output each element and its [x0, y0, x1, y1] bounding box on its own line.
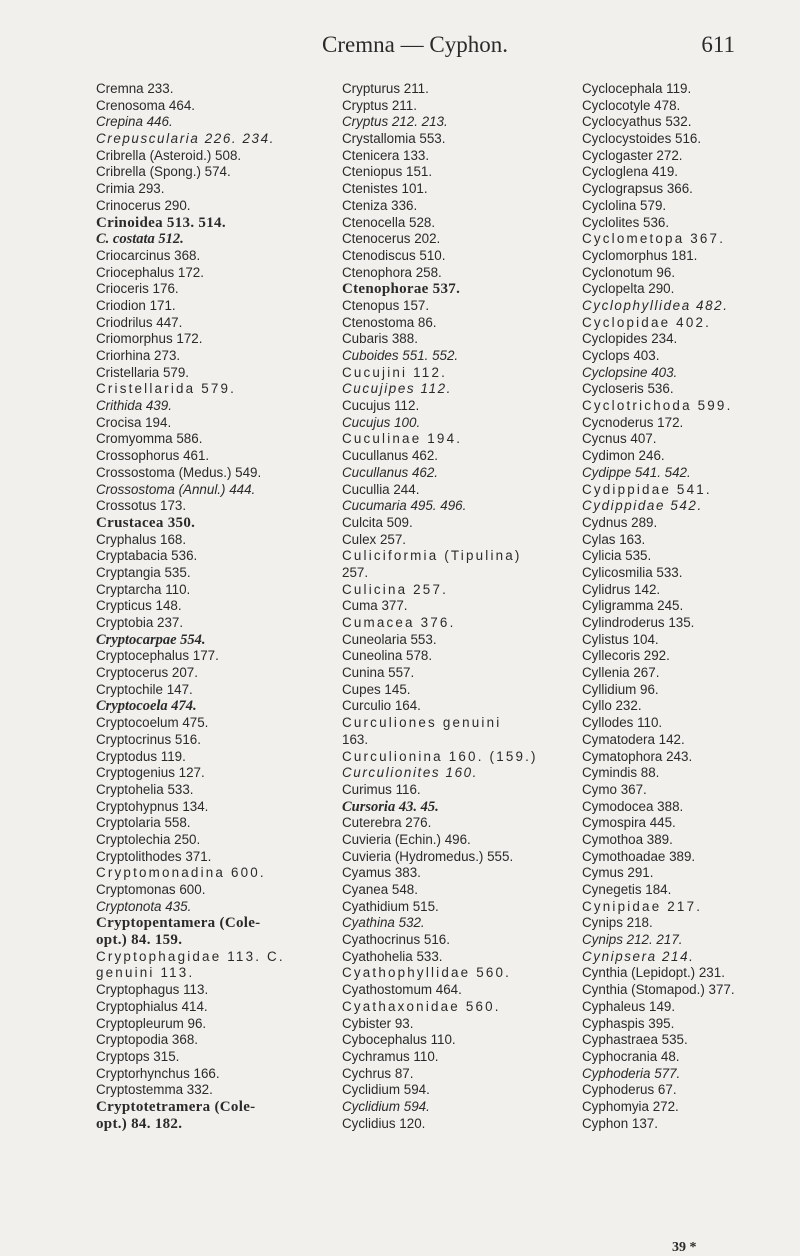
index-entry: Ctenophora 258.: [342, 264, 442, 280]
index-entry: Cybocephalus 110.: [342, 1032, 456, 1048]
index-entry: Cyathohelia 533.: [342, 948, 443, 964]
index-entry: Cryptocoela 474.: [96, 698, 197, 715]
index-entry: Cumacea 376.: [342, 615, 456, 630]
index-entry: Cyclops 403.: [582, 348, 660, 363]
index-entry: Cyphoderus 67.: [582, 1082, 677, 1098]
index-entry: Cristellarida 579.: [96, 381, 237, 397]
index-column-2: [342, 81, 587, 1132]
index-entry: genuini 113.: [96, 965, 195, 981]
index-entry: Cylindroderus 135.: [582, 615, 695, 630]
index-entry: Cryptocephalus 177.: [96, 648, 219, 664]
index-entry: Curculio 164.: [342, 698, 421, 714]
index-entry: Cynipidae 217.: [582, 898, 703, 914]
index-entry: Cuboides 551. 552.: [342, 348, 459, 363]
index-entry: 163.: [342, 731, 369, 747]
index-entry: Cyphoderia 577.: [582, 1065, 681, 1081]
index-entry: Cteniopus 151.: [342, 164, 433, 180]
index-entry: Cryptobia 237.: [96, 615, 184, 630]
index-entry: Culiciformia (Tipulina): [342, 548, 522, 564]
index-entry: Cyclophyllidea 482.: [582, 297, 729, 313]
index-entry: Cyclocyathus 532.: [582, 114, 692, 130]
index-entry: Cryptophialus 414.: [96, 998, 208, 1014]
index-entry: Criorhina 273.: [96, 348, 181, 363]
index-entry: Crioceris 176.: [96, 281, 179, 297]
index-entry: Cyclopides 234.: [582, 331, 678, 347]
index-entry: Cyligramma 245.: [582, 598, 684, 614]
index-entry: 257.: [342, 564, 369, 580]
index-entry: Cydippidae 542.: [582, 498, 703, 514]
index-entry: Cyathidium 515.: [342, 898, 439, 914]
index-entry: Ctenostoma 86.: [342, 314, 437, 330]
index-entry: Cteniza 336.: [342, 197, 418, 213]
index-entry: Cyamus 383.: [342, 865, 421, 881]
index-entry: Cryptophagus 113.: [96, 982, 209, 998]
index-entry: Crepina 446.: [96, 114, 173, 130]
index-entry: Cycloglena 419.: [582, 164, 679, 180]
index-entry: Cryptolaria 558.: [96, 815, 191, 831]
index-entry: Culcita 509.: [342, 514, 413, 530]
index-entry: Cynipsera 214.: [582, 948, 695, 964]
index-entry: C. costata 512.: [96, 231, 184, 248]
index-entry: Cymindis 88.: [582, 765, 660, 781]
index-entry: Cyclidius 120.: [342, 1115, 426, 1131]
index-entry: Cuculinae 194.: [342, 431, 463, 447]
index-entry: Crossotus 173.: [96, 498, 187, 514]
index-entry: Cycnus 407.: [582, 431, 657, 447]
index-entry: Cryptopleurum 96.: [96, 1015, 207, 1031]
index-entry: Cydippidae 541.: [582, 481, 712, 497]
index-entry: Crypturus 211.: [342, 81, 429, 96]
index-entry: Ctenopus 157.: [342, 297, 430, 313]
index-entry: Cuterebra 276.: [342, 815, 432, 831]
index-entry: Cryptomonas 600.: [96, 882, 206, 897]
index-entry: Cremna 233.: [96, 81, 174, 96]
index-entry: Cucumaria 495. 496.: [342, 498, 467, 514]
index-entry: Cupes 145.: [342, 681, 411, 697]
signature-mark: 39 *: [672, 1240, 697, 1255]
index-entry: Cymo 367.: [582, 781, 647, 797]
index-entry: Culex 257.: [342, 531, 407, 547]
index-entry: Cyllo 232.: [582, 698, 642, 714]
index-entry: Cryptolithodes 371.: [96, 848, 212, 864]
index-entry: Cyphaleus 149.: [582, 998, 676, 1014]
index-entry: Cucujipes 112.: [342, 381, 452, 397]
index-entry: Cryphalus 168.: [96, 531, 187, 547]
running-header: [95, 30, 735, 60]
index-entry: Cyclopelta 290.: [582, 281, 675, 297]
index-entry: Cryptogenius 127.: [96, 765, 205, 781]
index-entry: Cymatodera 142.: [582, 731, 685, 747]
page-number: 611: [701, 32, 735, 57]
index-entry: Cryptopentamera (Cole-: [96, 915, 261, 932]
index-entry: Cyclolites 536.: [582, 214, 670, 230]
index-entry: Crimia 293.: [96, 181, 165, 197]
index-entry: Cyclopsine 403.: [582, 364, 678, 380]
index-entry: Cucujus 100.: [342, 414, 421, 430]
index-entry: Cycnoderus 172.: [582, 414, 684, 430]
index-entry: Crithida 439.: [96, 398, 172, 414]
index-entry: Cryptocoelum 475.: [96, 715, 209, 731]
index-entry: Cucullia 244.: [342, 481, 420, 497]
index-entry: Crinocerus 290.: [96, 197, 191, 213]
index-entry: Cylas 163.: [582, 531, 646, 547]
index-entry: Cylistus 104.: [582, 631, 659, 647]
index-entry: Ctenicera 133.: [342, 147, 430, 163]
index-entry: Cyllecoris 292.: [582, 648, 670, 664]
index-entry: Cryptabacia 536.: [96, 548, 198, 564]
index-entry: Cristellaria 579.: [96, 364, 190, 380]
index-entry: Cribrella (Asteroid.) 508.: [96, 147, 242, 163]
index-entry: Cucujus 112.: [342, 398, 420, 414]
index-entry: Cyllenia 267.: [582, 665, 660, 681]
index-entry: Cyclopidae 402.: [582, 314, 712, 330]
index-entry: Ctenocerus 202.: [342, 231, 441, 247]
index-entry: Cryptophagidae 113. C.: [96, 948, 285, 964]
index-entry: Crinoidea 513. 514.: [96, 214, 226, 231]
index-entry: Cyclograpsus 366.: [582, 181, 693, 197]
index-entry: Cymospira 445.: [582, 815, 676, 831]
index-column-1: [96, 81, 341, 1132]
index-entry: Cuneolaria 553.: [342, 631, 437, 647]
index-entry: Crossostoma (Medus.) 549.: [96, 464, 262, 480]
index-entry: Criodion 171.: [96, 297, 176, 313]
page-title: Cremna — Cyphon.: [322, 32, 508, 57]
index-entry: Cynips 212. 217.: [582, 932, 683, 948]
index-entry: Cyclotrichoda 599.: [582, 398, 733, 414]
index-entry: Ctenodiscus 510.: [342, 247, 446, 263]
index-entry: Crepuscularia 226. 234.: [96, 131, 275, 147]
index-entry: Cucullanus 462.: [342, 448, 439, 464]
index-entry: Cryptocarpae 554.: [96, 631, 206, 648]
index-entry: Cyclolina 579.: [582, 197, 667, 213]
index-entry: Curculionites 160.: [342, 765, 478, 781]
index-entry: Cyphomyia 272.: [582, 1098, 679, 1114]
index-entry: Cymodocea 388.: [582, 798, 684, 814]
index-entry: Curculionina 160. (159.): [342, 748, 538, 764]
index-entry: Cryptonota 435.: [96, 898, 192, 914]
index-entry: Cyathina 532.: [342, 915, 425, 931]
index-entry: Crustacea 350.: [96, 514, 196, 531]
index-entry: Cynips 218.: [582, 915, 653, 931]
index-entry: Cryptochile 147.: [96, 681, 193, 697]
index-entry: Criomorphus 172.: [96, 331, 203, 347]
index-entry: Cribrella (Spong.) 574.: [96, 164, 231, 180]
index-column-3: [582, 81, 787, 1132]
index-entry: Cryptops 315.: [96, 1048, 180, 1064]
index-entry: Cychramus 110.: [342, 1048, 439, 1064]
index-entry: Cunina 557.: [342, 665, 415, 681]
index-entry: Cymus 291.: [582, 865, 654, 881]
index-entry: Cryptangia 535.: [96, 564, 191, 580]
index-entry: Cyathaxonidae 560.: [342, 998, 501, 1014]
index-entry: Cylidrus 142.: [582, 581, 661, 597]
index-entry: opt.) 84. 159.: [96, 932, 183, 949]
index-entry: Cyphastraea 535.: [582, 1032, 688, 1048]
index-entry: Cryptus 212. 213.: [342, 114, 448, 130]
index-entry: Cuneolina 578.: [342, 648, 433, 664]
index-entry: Crocisa 194.: [96, 414, 172, 430]
index-entry: Cymothoadae 389.: [582, 848, 696, 864]
index-entry: opt.) 84. 182.: [96, 1115, 183, 1132]
index-entry: Crossostoma (Annul.) 444.: [96, 481, 256, 497]
index-entry: Cyllodes 110.: [582, 715, 663, 731]
index-entry: Cyclometopa 367.: [582, 231, 726, 247]
index-entry: Cuvieria (Hydromedus.) 555.: [342, 848, 514, 864]
index-entry: Crypticus 148.: [96, 598, 182, 614]
index-entry: Cyclonotum 96.: [582, 264, 676, 280]
index-entry: Cyathophyllidae 560.: [342, 965, 512, 981]
index-entry: Curimus 116.: [342, 781, 421, 797]
index-entry: Cynthia (Stomapod.) 377.: [582, 982, 735, 998]
index-entry: Cubaris 388.: [342, 331, 418, 347]
index-entry: Cryptopodia 368.: [96, 1032, 198, 1048]
index-entry: Cycloseris 536.: [582, 381, 674, 397]
index-entry: Cryptostemma 332.: [96, 1082, 213, 1098]
index-entry: Cryptocerus 207.: [96, 665, 198, 681]
index-entry: Cryptohypnus 134.: [96, 798, 209, 814]
index-entry: Cryptocrinus 516.: [96, 731, 201, 747]
index-entry: Cyclogaster 272.: [582, 147, 683, 163]
index-entry: Cymatophora 243.: [582, 748, 693, 764]
index-entry: Cryptus 211.: [342, 97, 417, 113]
index-entry: Ctenophorae 537.: [342, 281, 461, 298]
index-entry: Cromyomma 586.: [96, 431, 203, 447]
index-entry: Cymothoa 389.: [582, 831, 673, 847]
index-entry: Cyclidium 594.: [342, 1082, 430, 1098]
index-entry: Culicina 257.: [342, 581, 449, 597]
index-entry: Crystallomia 553.: [342, 131, 446, 147]
index-entry: Cybister 93.: [342, 1015, 414, 1031]
index-entry: Cydimon 246.: [582, 448, 665, 464]
index-entry: Cyathostomum 464.: [342, 982, 462, 998]
index-entry: Cyphaspis 395.: [582, 1015, 675, 1031]
index-entry: Cydippe 541. 542.: [582, 464, 691, 480]
index-entry: Cuma 377.: [342, 598, 408, 614]
index-entry: Cylicia 535.: [582, 548, 652, 564]
index-entry: Criocarcinus 368.: [96, 247, 201, 263]
index-entry: Crossophorus 461.: [96, 448, 210, 464]
index-entry: Cucujini 112.: [342, 364, 448, 380]
index-entry: Cyllidium 96.: [582, 681, 659, 697]
index-entry: Crenosoma 464.: [96, 97, 195, 113]
index-entry: Ctenistes 101.: [342, 181, 428, 197]
index-entry: Cryptohelia 533.: [96, 781, 194, 797]
index-entry: Cryptotetramera (Cole-: [96, 1098, 256, 1115]
index-entry: Cryptolechia 250.: [96, 831, 201, 847]
index-entry: Cryptorhynchus 166.: [96, 1065, 220, 1081]
index-entry: Cyclocystoides 516.: [582, 131, 702, 147]
index-entry: Ctenocella 528.: [342, 214, 436, 230]
index-entry: Cyanea 548.: [342, 882, 418, 897]
index-entry: Cyclomorphus 181.: [582, 247, 698, 263]
index-entry: Cuvieria (Echin.) 496.: [342, 831, 471, 847]
index-entry: Cryptomonadina 600.: [96, 865, 266, 881]
index-entry: Cryptodus 119.: [96, 748, 186, 764]
index-entry: Criocephalus 172.: [96, 264, 204, 280]
index-entry: Cylicosmilia 533.: [582, 564, 683, 580]
index-entry: Cynthia (Lepidopt.) 231.: [582, 965, 725, 981]
index-entry: Cucullanus 462.: [342, 464, 439, 480]
index-entry: Cydnus 289.: [582, 514, 658, 530]
index-entry: Cursoria 43. 45.: [342, 798, 439, 815]
index-entry: Cyclocotyle 478.: [582, 97, 681, 113]
index-entry: Cryptarcha 110.: [96, 581, 191, 597]
index-entry: Cyclidium 594.: [342, 1098, 430, 1114]
index-entry: Cyphon 137.: [582, 1115, 658, 1131]
index-entry: Cyathocrinus 516.: [342, 932, 450, 948]
index-entry: Curculiones genuini: [342, 715, 502, 731]
index-entry: Criodrilus 447.: [96, 314, 183, 330]
index-entry: Cynegetis 184.: [582, 882, 672, 897]
index-entry: Cyclocephala 119.: [582, 81, 692, 96]
index-entry: Cychrus 87.: [342, 1065, 414, 1081]
index-entry: Cyphocrania 48.: [582, 1048, 680, 1064]
